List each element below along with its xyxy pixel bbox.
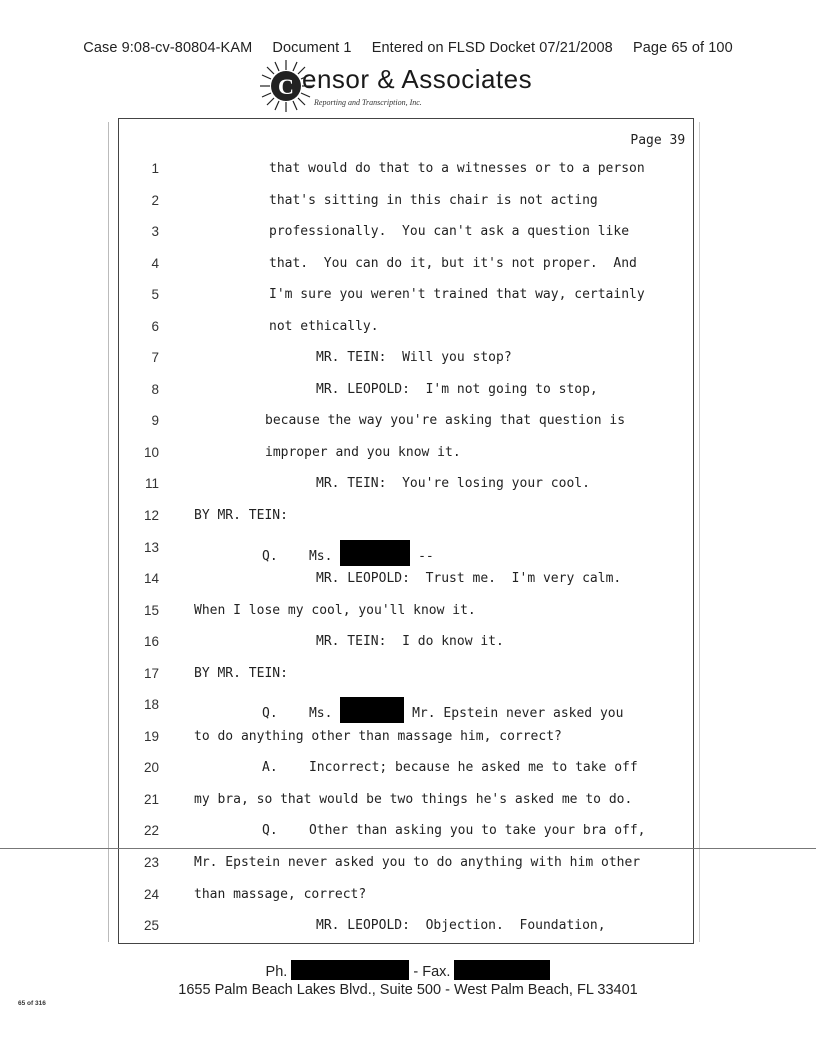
- line-text: MR. TEIN: I do know it.: [316, 634, 504, 650]
- line-number: 11: [144, 476, 159, 492]
- line-text: because the way you're asking that question is: [265, 413, 626, 429]
- line-text: MR. LEOPOLD: Trust me. I'm very calm.: [316, 571, 622, 587]
- line-text: that. You can do it, but it's not proper. And: [269, 255, 637, 271]
- transcript-line: [119, 912, 695, 944]
- company-name: ensor & Associates: [302, 64, 533, 94]
- transcript-line: [119, 470, 695, 502]
- transcript-line: [119, 723, 695, 755]
- line-text: [262, 540, 434, 566]
- line-number: 22: [143, 823, 159, 839]
- document-number: Document 1: [272, 40, 352, 56]
- line-number: 16: [143, 634, 159, 650]
- transcript-line: [119, 344, 695, 376]
- line-text: MR. LEOPOLD: Objection. Foundation,: [316, 918, 606, 934]
- case-number: Case 9:08-cv-80804-KAM: [83, 40, 253, 56]
- transcript-lines: [119, 155, 695, 944]
- line-number: 9: [151, 413, 159, 429]
- transcript-line: [119, 597, 695, 629]
- line-number: 15: [143, 602, 159, 618]
- transcript-line: [119, 155, 695, 187]
- line-text: Mr. Epstein never asked you to do anything with him other: [194, 855, 641, 871]
- phone-redaction: [291, 960, 409, 980]
- footer-address: 1655 Palm Beach Lakes Blvd., Suite 500 - West Palm Beach, FL 33401: [178, 982, 638, 998]
- line-text: my bra, so that would be two things he's asked me to do.: [194, 791, 633, 807]
- transcript-frame: [118, 118, 694, 944]
- phone-label: Ph.: [265, 964, 288, 980]
- line-number: 2: [151, 192, 159, 208]
- transcript-line: [119, 534, 695, 566]
- line-text: to do anything other than massage him, correct?: [194, 728, 562, 744]
- line-number: 13: [143, 539, 159, 555]
- scan-horizontal-line: [0, 848, 816, 849]
- line-text: MR. TEIN: Will you stop?: [316, 350, 512, 366]
- redaction-block: [340, 540, 410, 566]
- transcript-line: [119, 502, 695, 534]
- line-number: 14: [143, 571, 159, 587]
- line-number: 12: [143, 508, 159, 524]
- transcript-line: [119, 754, 695, 786]
- transcript-line: [119, 313, 695, 345]
- transcript-line: [119, 439, 695, 471]
- fax-redaction: [454, 960, 550, 980]
- line-text: than massage, correct?: [194, 886, 367, 902]
- transcript-page-number: Page 39: [630, 133, 686, 148]
- transcript-line: [119, 281, 695, 313]
- fax-label: - Fax.: [413, 964, 451, 980]
- left-margin-line: [108, 122, 109, 942]
- transcript-line: [119, 817, 695, 849]
- docket-entry: Entered on FLSD Docket 07/21/2008: [371, 40, 613, 56]
- line-number: 6: [151, 318, 159, 334]
- line-text: When I lose my cool, you'll know it.: [194, 602, 476, 618]
- line-text: improper and you know it.: [265, 444, 461, 460]
- line-number: 8: [151, 381, 159, 397]
- line-text: that would do that to a witnesses or to a person: [269, 161, 645, 176]
- line-number: 18: [143, 697, 159, 713]
- line-text: MR. TEIN: You're losing your cool.: [316, 476, 590, 492]
- company-logo: [258, 58, 558, 120]
- transcript-line: [119, 218, 695, 250]
- line-text: professionally. You can't ask a question like: [269, 224, 630, 240]
- line-number: 4: [151, 255, 159, 271]
- transcript-line: [119, 407, 695, 439]
- logo-letter-c: C: [278, 74, 294, 99]
- line-number: 24: [143, 886, 159, 902]
- case-header: [0, 40, 816, 56]
- transcript-line: [119, 691, 695, 723]
- transcript-line: [119, 628, 695, 660]
- line-text: A. Incorrect; because he asked me to take off: [262, 760, 638, 776]
- footer-contact: [0, 960, 816, 980]
- transcript-line: [119, 376, 695, 408]
- line-number: 21: [143, 791, 159, 807]
- company-subtitle: Reporting and Transcription, Inc.: [314, 98, 422, 107]
- transcript-page-label: [630, 133, 693, 148]
- line-number: 20: [143, 760, 159, 776]
- line-text: not ethically.: [269, 318, 379, 334]
- line-text-a: Q. Ms.: [262, 706, 333, 722]
- transcript-line: [119, 660, 695, 692]
- page-count: 65 of 316: [18, 1000, 46, 1007]
- transcript-line: [119, 187, 695, 219]
- line-text: MR. LEOPOLD: I'm not going to stop,: [316, 381, 598, 397]
- line-text: BY MR. TEIN:: [194, 665, 288, 681]
- page-of-total: Page 65 of 100: [632, 40, 733, 56]
- redaction-block: [340, 697, 404, 723]
- line-text-a: Q. Ms.: [262, 548, 333, 564]
- line-text-b: Mr. Epstein never asked you: [412, 706, 624, 722]
- line-number: 1: [151, 161, 159, 176]
- transcript-line: [119, 786, 695, 818]
- line-number: 10: [143, 444, 159, 460]
- line-number: 19: [143, 728, 159, 744]
- line-number: 25: [143, 918, 159, 934]
- line-text: that's sitting in this chair is not acting: [269, 192, 598, 208]
- right-margin-line: [699, 122, 700, 942]
- transcript-line: [119, 565, 695, 597]
- line-number: 5: [151, 287, 159, 303]
- line-number: 7: [151, 350, 159, 366]
- line-number: 23: [143, 855, 159, 871]
- line-text: I'm sure you weren't trained that way, certainly: [269, 287, 645, 303]
- line-text: [262, 697, 623, 723]
- line-text: Q. Other than asking you to take your bra off,: [262, 823, 646, 839]
- line-text: BY MR. TEIN:: [194, 508, 288, 524]
- line-number: 3: [151, 224, 159, 240]
- line-number: 17: [143, 665, 159, 681]
- transcript-line: [119, 250, 695, 282]
- transcript-line: [119, 849, 695, 881]
- transcript-line: [119, 881, 695, 913]
- line-text-b: --: [418, 548, 434, 564]
